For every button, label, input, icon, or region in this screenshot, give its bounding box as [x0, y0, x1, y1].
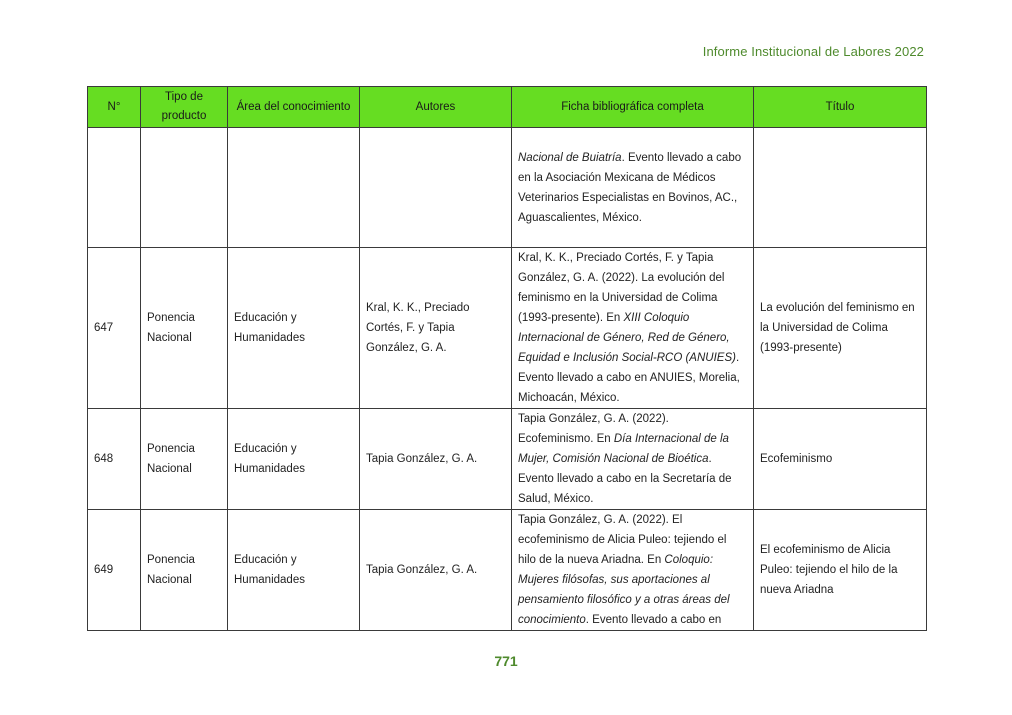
cell-titulo: Ecofeminismo	[754, 409, 927, 510]
citation-segment: . Evento llevado a cabo en la Secretaría de Salud, México.	[518, 453, 732, 505]
publications-table	[87, 86, 927, 631]
cell-autores	[360, 128, 512, 248]
cell-ficha	[512, 128, 754, 248]
cell-ficha	[512, 409, 754, 510]
cell-ficha	[512, 248, 754, 409]
column-header-tipo: Tipo de producto	[141, 87, 228, 128]
citation-segment: . Evento llevado a cabo en	[585, 614, 722, 626]
column-header-titulo: Título	[754, 87, 927, 128]
table-row	[88, 510, 927, 631]
cell-titulo: El ecofeminismo de Alicia Puleo: tejiendo el hilo de la nueva Ariadna	[754, 510, 927, 631]
cell-num	[88, 128, 141, 248]
column-header-autores: Autores	[360, 87, 512, 128]
cell-autores: Tapia González, G. A.	[360, 510, 512, 631]
cell-titulo: La evolución del feminismo en la Universidad de Colima (1993-presente)	[754, 248, 927, 409]
cell-area: Educación y Humanidades	[228, 409, 360, 510]
citation-italic-segment: Nacional de Buiatría	[518, 151, 622, 164]
table-row	[88, 128, 927, 248]
citation-segment: Tapia González, G. A. (2022). El ecofeminismo de Alicia Puleo: tejiendo el hilo de la nueva Ariadna. En	[518, 514, 727, 566]
cell-autores: Kral, K. K., Preciado Cortés, F. y Tapia González, G. A.	[360, 248, 512, 409]
cell-area: Educación y Humanidades	[228, 510, 360, 631]
citation-italic-segment: XIII Coloquio Internacional de Género, Red de Género, Equidad e Inclusión Social-RCO (ANUIES)	[518, 312, 736, 364]
column-header-ficha: Ficha bibliográfica completa	[512, 87, 754, 128]
citation-segment: Tapia González, G. A. (2022). Ecofeminismo. En	[518, 413, 669, 445]
page-number: 771	[494, 653, 518, 669]
table-row	[88, 248, 927, 409]
citation-italic-segment: Coloquio: Mujeres filósofas, sus aportaciones al pensamiento filosófico y a otras áreas del conocimiento	[518, 554, 730, 626]
cell-num: 647	[88, 248, 141, 409]
column-header-num: N°	[88, 87, 141, 128]
cell-tipo	[141, 128, 228, 248]
cell-tipo: Ponencia Nacional	[141, 510, 228, 631]
citation-italic-segment: Día Internacional de la Mujer, Comisión Nacional de Bioética	[518, 433, 729, 465]
cell-tipo: Ponencia Nacional	[141, 409, 228, 510]
cell-tipo: Ponencia Nacional	[141, 248, 228, 409]
cell-area	[228, 128, 360, 248]
table-row	[88, 409, 927, 510]
cell-titulo	[754, 128, 927, 248]
cell-autores: Tapia González, G. A.	[360, 409, 512, 510]
citation-segment: . Evento llevado a cabo en ANUIES, Morelia, Michoacán, México.	[518, 352, 740, 404]
citation-segment: Kral, K. K., Preciado Cortés, F. y Tapia González, G. A. (2022). La evolución del feminismo en la Universidad de Colima (1993-presente). En	[518, 252, 725, 324]
cell-num: 649	[88, 510, 141, 631]
citation-segment: . Evento llevado a cabo en la Asociación Mexicana de Médicos Veterinarios Especialistas en Bovinos, AC., Aguascalientes, México.	[518, 151, 742, 224]
column-header-area: Área del conocimiento	[228, 87, 360, 128]
cell-ficha	[512, 510, 754, 631]
cell-area: Educación y Humanidades	[228, 248, 360, 409]
cell-num: 648	[88, 409, 141, 510]
table-header-row	[88, 87, 927, 128]
report-header-title: Informe Institucional de Labores 2022	[702, 44, 924, 59]
